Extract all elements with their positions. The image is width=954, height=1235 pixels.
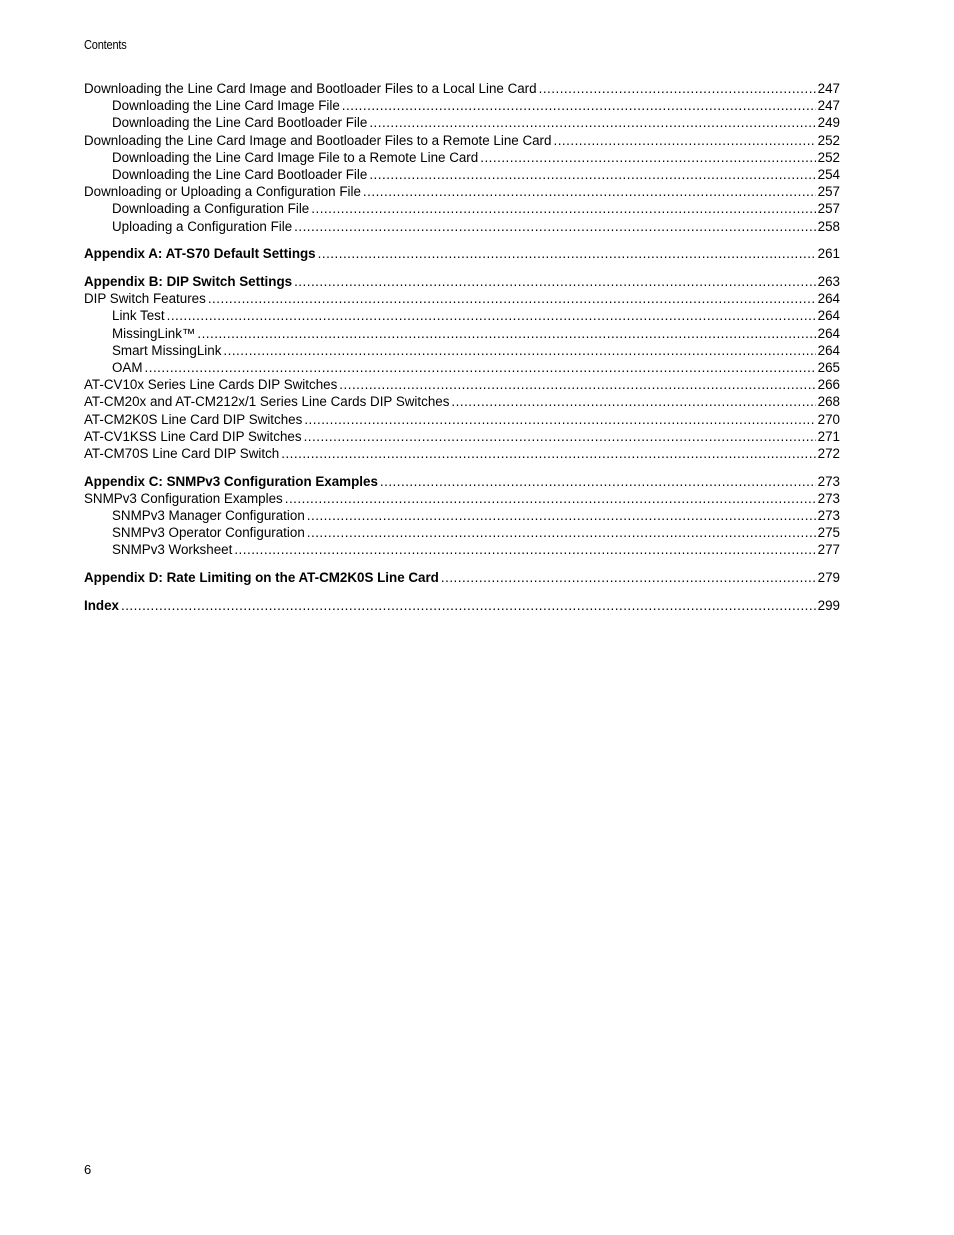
toc-entry[interactable] xyxy=(84,166,840,183)
toc-entry-title: Downloading a Configuration File xyxy=(112,201,310,217)
dot-leader xyxy=(369,166,815,183)
toc-entry[interactable] xyxy=(84,132,840,149)
toc-entry-page: 252 xyxy=(817,132,840,148)
toc-entry-title: AT-CM20x and AT-CM212x/1 Series Line Cards DIP Switches xyxy=(84,394,450,410)
toc-entry-title: DIP Switch Features xyxy=(84,291,206,307)
toc-entry-page: 273 xyxy=(817,473,840,489)
toc-entry-title: MissingLink™ xyxy=(112,325,196,341)
toc-entry[interactable] xyxy=(84,445,840,462)
dot-leader xyxy=(234,541,815,558)
toc-entry[interactable] xyxy=(84,359,840,376)
toc-entry[interactable] xyxy=(84,218,840,235)
toc-entry-page: 273 xyxy=(817,508,840,524)
toc-entry-title: AT-CV1KSS Line Card DIP Switches xyxy=(84,428,302,444)
toc-entry-page: 261 xyxy=(817,246,840,262)
dot-leader xyxy=(342,97,816,114)
toc-entry[interactable] xyxy=(84,342,840,359)
toc-entry[interactable] xyxy=(84,376,840,393)
dot-leader xyxy=(281,445,815,462)
toc-entry-page: 249 xyxy=(817,115,840,131)
toc-entry[interactable] xyxy=(84,325,840,342)
toc-entry-title: Appendix D: Rate Limiting on the AT-CM2K0S Line Card xyxy=(84,570,439,586)
dot-leader xyxy=(121,597,816,614)
toc-entry[interactable] xyxy=(84,200,840,217)
toc-entry-page: 265 xyxy=(817,360,840,375)
toc-entry-title: Appendix B: DIP Switch Settings xyxy=(84,274,293,290)
dot-leader xyxy=(363,183,816,200)
toc-entry-title: Appendix A: AT-S70 Default Settings xyxy=(84,246,316,262)
dot-leader xyxy=(294,273,816,290)
dot-leader xyxy=(167,307,816,324)
dot-leader xyxy=(380,473,816,490)
dot-leader xyxy=(451,393,815,410)
toc-entry-page: 299 xyxy=(817,598,840,614)
toc-entry[interactable] xyxy=(84,393,840,410)
toc-entry[interactable] xyxy=(84,473,840,490)
dot-leader xyxy=(441,569,816,586)
toc-entry-title: SNMPv3 Operator Configuration xyxy=(112,525,305,541)
toc-entry-title: SNMPv3 Configuration Examples xyxy=(84,490,283,506)
toc-entry[interactable] xyxy=(84,569,840,586)
toc-entry-page: 257 xyxy=(817,184,840,200)
toc-entry-page: 263 xyxy=(817,274,840,290)
toc-entry-page: 258 xyxy=(817,218,840,234)
toc-entry-page: 264 xyxy=(817,291,840,307)
dot-leader xyxy=(369,114,815,131)
toc-entry[interactable] xyxy=(84,597,840,614)
page-number: 6 xyxy=(84,1162,92,1177)
dot-leader xyxy=(223,342,815,359)
toc-entry-page: 266 xyxy=(817,377,840,393)
toc-entry[interactable] xyxy=(84,97,840,114)
toc-entry-page: 272 xyxy=(817,445,840,461)
dot-leader xyxy=(480,149,815,166)
toc-entry[interactable] xyxy=(84,273,840,290)
toc-entry-title: AT-CV10x Series Line Cards DIP Switches xyxy=(84,377,338,393)
toc-entry-page: 279 xyxy=(817,570,840,586)
toc-entry-title: AT-CM2K0S Line Card DIP Switches xyxy=(84,411,303,427)
toc-entry[interactable] xyxy=(84,428,840,445)
toc-entry-title: SNMPv3 Worksheet xyxy=(112,542,233,558)
toc-entry[interactable] xyxy=(84,524,840,541)
dot-leader xyxy=(539,80,816,97)
toc-entry-title: Uploading a Configuration File xyxy=(112,218,293,234)
toc-entry-title: Downloading the Line Card Image File xyxy=(112,98,340,114)
toc-entry-page: 277 xyxy=(817,542,840,558)
toc-entry[interactable] xyxy=(84,307,840,324)
toc-entry-title: Downloading the Line Card Image and Bootloader Files to a Remote Line Card xyxy=(84,132,552,148)
toc-entry-title: Downloading the Line Card Image and Bootloader Files to a Local Line Card xyxy=(84,81,537,96)
toc-entry-title: AT-CM70S Line Card DIP Switch xyxy=(84,445,280,461)
toc-entry-page: 247 xyxy=(817,98,840,114)
toc-entry[interactable] xyxy=(84,290,840,307)
table-of-contents xyxy=(84,80,840,614)
toc-entry-page: 271 xyxy=(817,428,840,444)
toc-entry-title: Link Test xyxy=(112,308,165,324)
dot-leader xyxy=(339,376,815,393)
dot-leader xyxy=(318,245,816,262)
toc-entry-title: Appendix C: SNMPv3 Configuration Examples xyxy=(84,473,378,489)
dot-leader xyxy=(294,218,816,235)
toc-entry[interactable] xyxy=(84,245,840,262)
dot-leader xyxy=(553,132,815,149)
toc-entry[interactable] xyxy=(84,149,840,166)
dot-leader xyxy=(145,359,816,376)
toc-entry-title: Downloading the Line Card Bootloader File xyxy=(112,115,368,131)
toc-entry-page: 257 xyxy=(817,201,840,217)
toc-entry[interactable] xyxy=(84,183,840,200)
toc-entry[interactable] xyxy=(84,507,840,524)
dot-leader xyxy=(311,200,815,217)
dot-leader xyxy=(304,428,816,445)
toc-entry-page: 264 xyxy=(817,325,840,341)
running-header: Contents xyxy=(84,38,127,52)
toc-entry-page: 273 xyxy=(817,490,840,506)
toc-entry-title: OAM xyxy=(112,360,143,375)
toc-entry-title: Downloading or Uploading a Configuration File xyxy=(84,184,361,200)
toc-entry-title: SNMPv3 Manager Configuration xyxy=(112,508,305,524)
toc-entry-title: Downloading the Line Card Image File to a Remote Line Card xyxy=(112,149,479,165)
dot-leader xyxy=(307,507,816,524)
toc-entry-title: Smart MissingLink xyxy=(112,342,222,358)
toc-entry-page: 252 xyxy=(817,149,840,165)
toc-entry[interactable] xyxy=(84,80,840,97)
toc-entry-page: 268 xyxy=(817,394,840,410)
toc-entry-title: Index xyxy=(84,598,119,614)
toc-entry[interactable] xyxy=(84,541,840,558)
dot-leader xyxy=(197,325,815,342)
toc-entry-page: 264 xyxy=(817,342,840,358)
toc-entry-title: Downloading the Line Card Bootloader File xyxy=(112,166,368,182)
dot-leader xyxy=(307,524,816,541)
dot-leader xyxy=(285,490,816,507)
dot-leader xyxy=(304,411,815,428)
toc-entry-page: 247 xyxy=(817,81,840,96)
dot-leader xyxy=(208,290,816,307)
toc-entry-page: 270 xyxy=(817,411,840,427)
toc-entry[interactable] xyxy=(84,490,840,507)
toc-entry[interactable] xyxy=(84,411,840,428)
toc-entry-page: 264 xyxy=(817,308,840,324)
toc-entry-page: 275 xyxy=(817,525,840,541)
toc-entry[interactable] xyxy=(84,114,840,131)
toc-entry-page: 254 xyxy=(817,166,840,182)
